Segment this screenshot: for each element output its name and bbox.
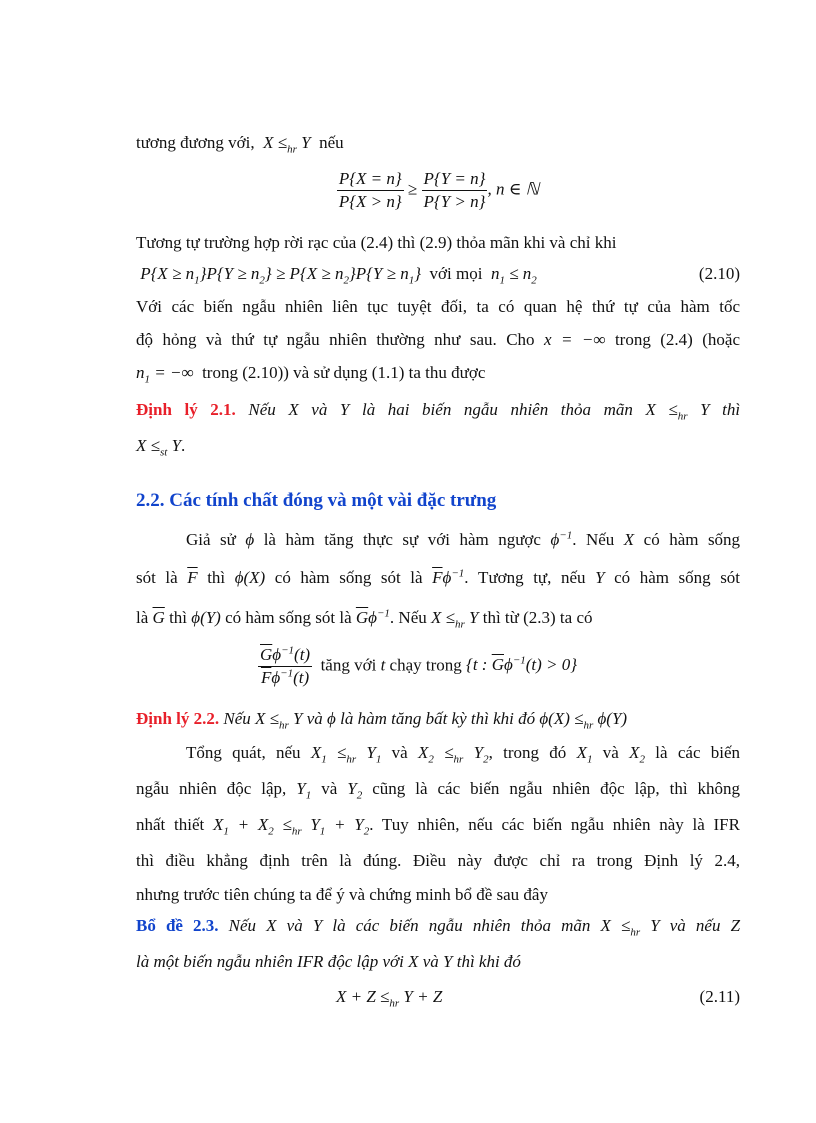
equation-ratio: $\frac{\overline{G}\phi^{-1}(t)}{\overline{F}\phi^{-1}(t)}$ tăng với t chạy trong {t : $\overline{G}\phi^{-1}(t) > 0$} [260,644,578,687]
equation-discrete-hr: $\frac{P\{X = n\}}{P\{X > n\}}$ ≥ $\frac{P\{Y = n\}}{P\{Y > n\}}$ , n ∈ ℕ [338,169,540,211]
text-line: thì điều khẳng định trên là đúng. Điều này được chỉ ra trong Định lý 2.4, [136,851,740,870]
text-line: Với các biến ngẫu nhiên liên tục tuyệt đối, ta có quan hệ thứ tự của hàm tốc [136,297,740,316]
text-line: ngẫu nhiên độc lập, $Y_1$ và $Y_2$ cũng là các biến ngẫu nhiên độc lập, thì không [136,779,741,802]
text-line: nhưng trước tiên chúng ta để ý và chứng minh bổ đề sau đây [136,885,548,904]
text-line: nhất thiết $X_1 + X_2 \le_{hr}$ $Y_1 + Y_2$. Tuy nhiên, nếu các biến ngẫu nhiên này là IFR [136,815,740,838]
text-line: là $\overline{G}$ thì ϕ(Y) có hàm sống sót là $\overline{G}\phi^{-1}$. Nếu $X \le_{hr}$ Y thì từ (2.3) ta có [136,607,593,631]
equation-2-10: $P\{X \ge n_1\}P\{Y \ge n_2\} \ge P\{X \ge n_2\}P\{Y \ge n_1\}$ với mọi $n_1 \le n_2$ (2.10) [136,264,740,287]
theorem-2-1: Định lý 2.1. Nếu X và Y là hai biến ngẫu nhiên thỏa mãn $X \le_{hr}$ Y thì [136,400,741,423]
text-line: sót là $\overline{F}$ thì ϕ(X) có hàm sống sót là $\overline{F}\phi^{-1}$. Tương tự, nếu Y có hàm sống sót [136,567,741,587]
text-line: $n_1$ = −∞ trong (2.10)) và sử dụng (1.1) ta thu được [136,363,486,386]
text-line: độ hỏng và thứ tự ngẫu nhiên thường như sau. Cho x = −∞ trong (2.4) (hoặc [136,330,741,349]
text-line: Tổng quát, nếu $X_1 \le_{hr}$ $Y_1$ và $X_2 \le_{hr}$ $Y_2$, trong đó $X_1$ và $X_2$ là các biến [186,743,741,766]
section-heading: 2.2. Các tính chất đóng và một vài đặc trưng [136,490,497,511]
text-line: Giả sử ϕ là hàm tăng thực sự với hàm ngược $\phi^{-1}$. Nếu X có hàm sống [186,529,741,549]
lemma-2-3: Bổ đề 2.3. Nếu X và Y là các biến ngẫu nhiên thỏa mãn $X \le_{hr}$ Y và nếu Z [136,916,741,939]
text-line: tương đương với, $X \le_{hr}$ Y nếu [136,133,344,156]
theorem-2-1-cont: $X \le_{st}$ Y. [136,436,186,459]
lemma-2-3-cont: là một biến ngẫu nhiên IFR độc lập với X và Y thì khi đó [136,952,521,971]
text-line: Tương tự trường hợp rời rạc của (2.4) thì (2.9) thỏa mãn khi và chỉ khi [136,233,617,252]
theorem-2-2: Định lý 2.2. Nếu $X \le_{hr}$ Y và ϕ là hàm tăng bất kỳ thì khi đó $\phi(X) \le_{hr}$ ϕ(Y) [136,709,628,732]
